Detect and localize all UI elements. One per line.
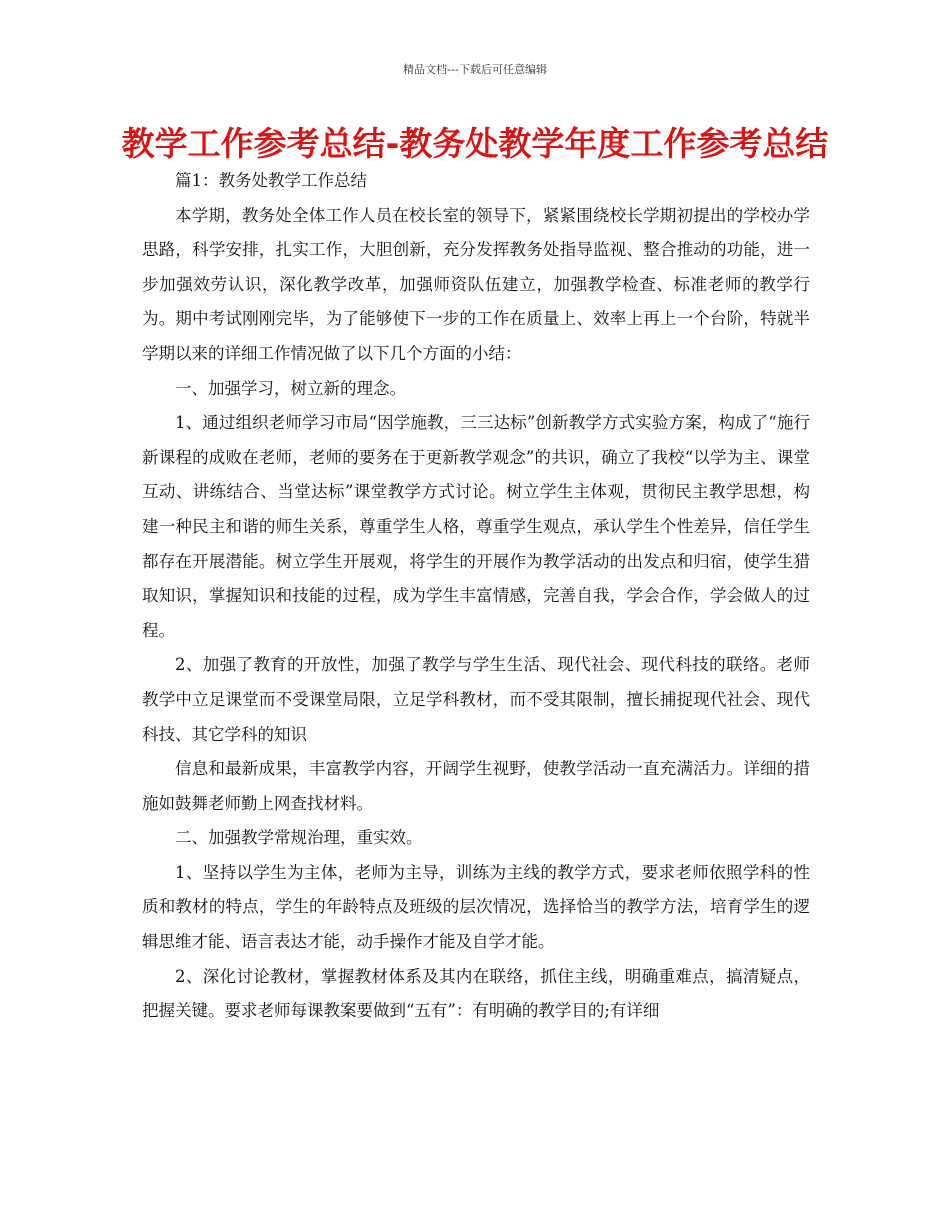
section-heading: 篇1：教务处教学工作总结: [175, 171, 367, 190]
paragraph: 本学期，教务处全体工作人员在校长室的领导下，紧紧围绕校长学期初提出的学校办学思路，科学安排，扎实工作，大胆创新，充分发挥教务处指导监视、整合推动的功能，进一步加强效劳认识，深化教学改革，加强师资队伍建立，加强教学检查、标准老师的教学行为。期中考试刚刚完毕，为了能够使下一步的工作在质量上、效率上再上一个台阶，特就半学期以来的详细工作情况做了以下几个方面的小结：: [142, 205, 810, 363]
paragraph: 1、通过组织老师学习市局“因学施教，三三达标”创新教学方式实验方案，构成了“施行新课程的成败在老师，老师的要务在于更新教学观念”的共识，确立了我校“以学为主、课堂互动、讲练结合、当堂达标”课堂教学方式讨论。树立学生主体观，贯彻民主教学思想，构建一种民主和谐的师生关系，尊重学生人格，尊重学生观点，承认学生个性差异，信任学生都存在开展潜能。树立学生开展观，将学生的开展作为教学活动的出发点和归宿，使学生猎取知识，掌握知识和技能的过程，成为学生丰富情感，完善自我，学会合作，学会做人的过程。: [142, 413, 810, 640]
paragraph: 2、加强了教育的开放性，加强了教学与学生生活、现代社会、现代科技的联络。老师教学中立足课堂而不受课堂局限，立足学科教材，而不受其限制，擅长捕捉现代社会、现代科技、其它学科的知识: [142, 655, 810, 744]
paragraph: 1、坚持以学生为主体，老师为主导，训练为主线的教学方式，要求老师依照学科的性质和教材的特点，学生的年龄特点及班级的层次情况，选择恰当的教学方法，培育学生的逻辑思维才能、语言表达才能，动手操作才能及自学才能。: [142, 862, 810, 952]
page-header: 精品文档---下载后可任意编辑: [403, 63, 547, 76]
document-title: 教学工作参考总结-教务处教学年度工作参考总结: [121, 124, 829, 163]
paragraph: 信息和最新成果，丰富教学内容，开阔学生视野，使教学活动一直充满活力。详细的措施如鼓舞老师勤上网查找材料。: [142, 759, 810, 813]
paragraph: 2、深化讨论教材，掌握教材体系及其内在联络，抓住主线，明确重难点，搞清疑点，把握关键。要求老师每课教案要做到“五有”：有明确的教学目的;有详细: [142, 966, 810, 1021]
section-heading: 二、加强教学常规治理，重实效。: [175, 828, 423, 848]
document-body: [142, 164, 810, 1029]
section-heading: 一、加强学习，树立新的理念。: [175, 378, 406, 398]
